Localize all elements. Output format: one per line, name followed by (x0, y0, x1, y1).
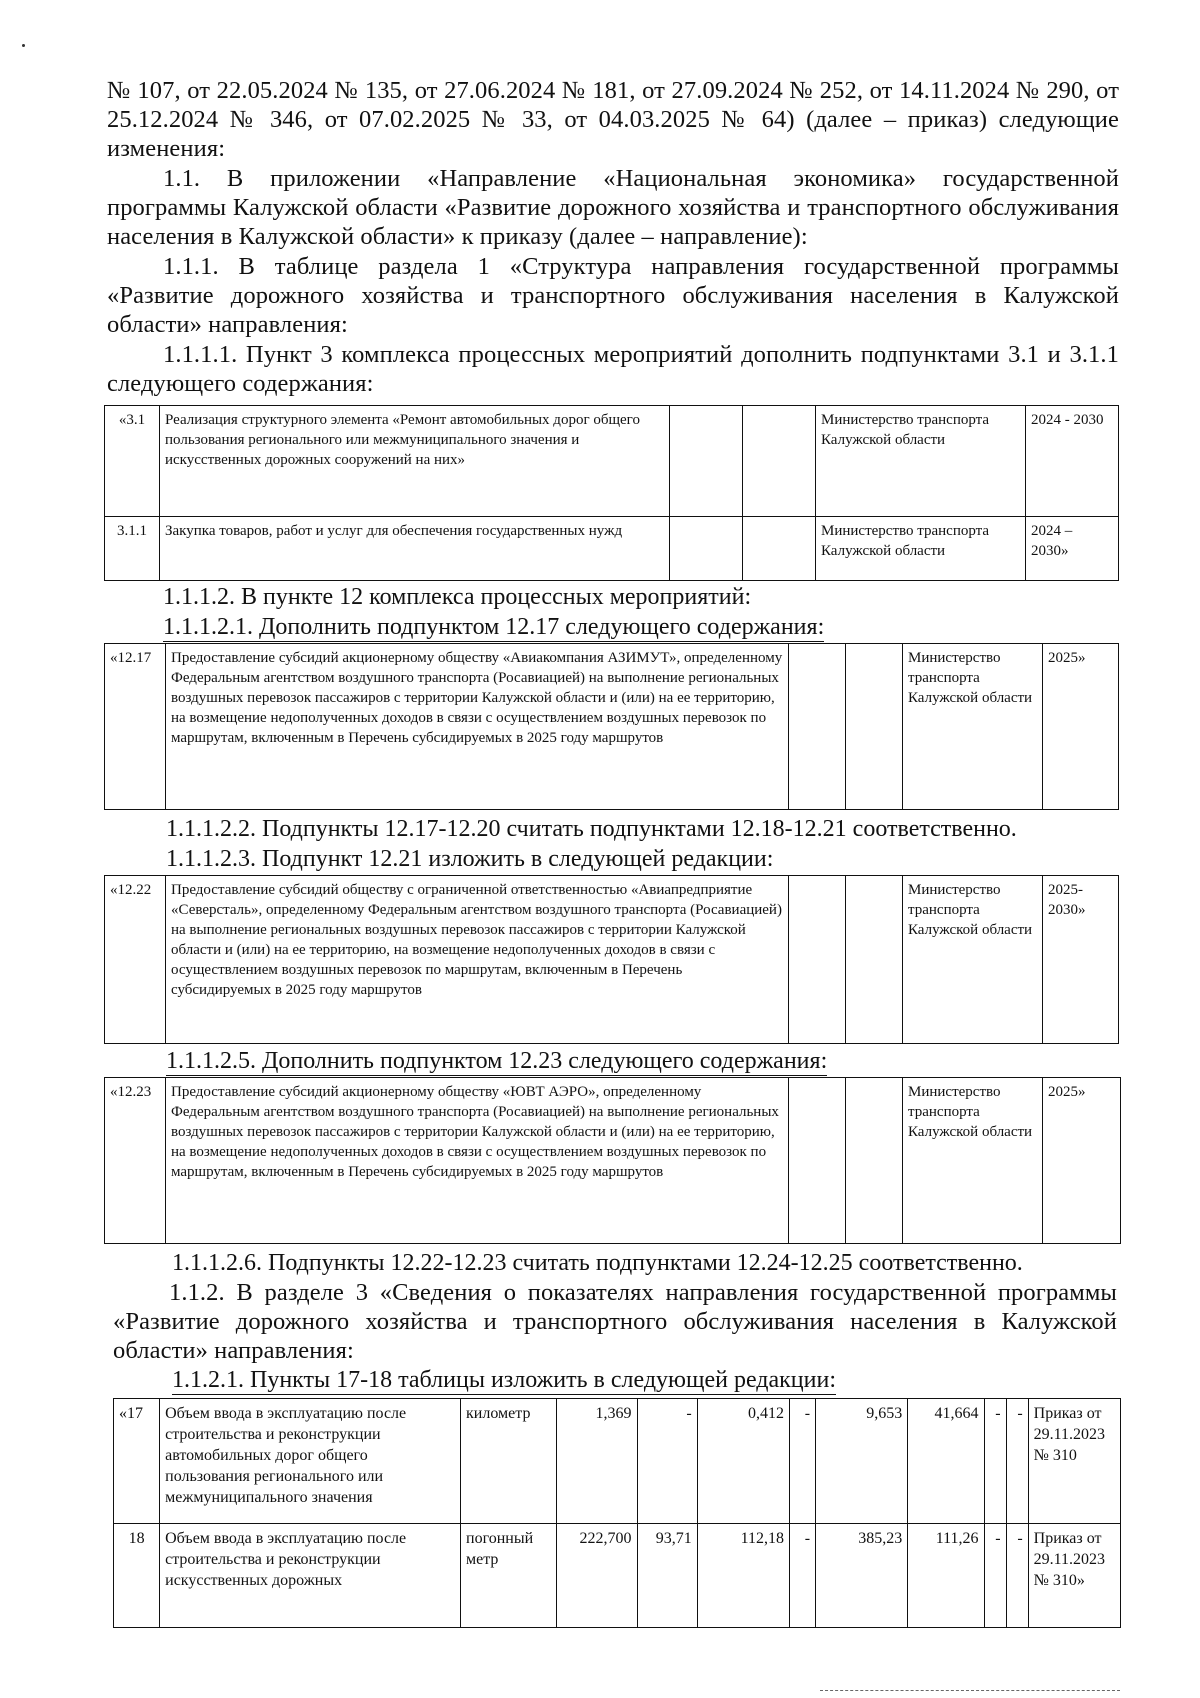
row-text: Закупка товаров, работ и услуг для обеспечения государственных нужд (160, 517, 670, 581)
value-cell: 111,26 (908, 1524, 984, 1628)
paragraph-1-1-1-1: 1.1.1.1. Пункт 3 комплекса процессных мероприятий дополнить подпунктами 3.1 и 3.1.1 следующего содержания: (107, 341, 1119, 397)
empty-cell (789, 1078, 846, 1244)
value-cell: 385,23 (816, 1524, 908, 1628)
empty-cell (789, 644, 846, 810)
heading-1-1-2-1: 1.1.2.1. Пункты 17-18 таблицы изложить в следующей редакции: (172, 1367, 836, 1393)
value-cell: 1,369 (557, 1399, 637, 1524)
empty-cell (743, 517, 816, 581)
table-row (105, 406, 1119, 517)
table-row (105, 517, 1119, 581)
paragraph-1-1-1: 1.1.1. В таблице раздела 1 «Структура направления государственной программы «Развитие дорожного хозяйства и транспортного обслуживания населения в Калужской области» направления: (107, 253, 1119, 338)
paragraph-1-1-2: 1.1.2. В разделе 3 «Сведения о показателях направления государственной программы «Развитие дорожного хозяйства и транспортного обслуживания населения в Калужской области» направления: (113, 1279, 1117, 1364)
value-cell: - (637, 1399, 697, 1524)
empty-cell (743, 406, 816, 517)
measure-table-12-22 (104, 875, 1119, 1044)
row-period: 2025» (1043, 644, 1119, 810)
table-row (114, 1524, 1121, 1628)
document-ref: Приказ от 29.11.2023 № 310 (1028, 1399, 1120, 1524)
value-cell: 222,700 (557, 1524, 637, 1628)
indicators-table (113, 1398, 1121, 1628)
table-row (105, 876, 1119, 1044)
table-row (105, 644, 1119, 810)
footer-divider (820, 1690, 1120, 1691)
row-org: Министерство транспорта Калужской области (903, 876, 1043, 1044)
row-number: «17 (114, 1399, 160, 1524)
row-text: Реализация структурного элемента «Ремонт автомобильных дорог общего пользования регионального или межмуниципального значения и искусственных дорожных сооружений на них» (160, 406, 670, 517)
row-number: «12.17 (105, 644, 166, 810)
unit: погонный метр (461, 1524, 557, 1628)
heading-1-1-1-2-3: 1.1.1.2.3. Подпункт 12.21 изложить в следующей редакции: (166, 846, 774, 872)
heading-1-1-1-2-2: 1.1.1.2.2. Подпункты 12.17-12.20 считать подпунктами 12.18-12.21 соответственно. (166, 816, 1017, 842)
value-cell: 112,18 (697, 1524, 789, 1628)
row-org: Министерство транспорта Калужской области (903, 644, 1043, 810)
measure-table-12-17 (104, 643, 1119, 810)
heading-1-1-1-2-6: 1.1.1.2.6. Подпункты 12.22-12.23 считать подпунктами 12.24-12.25 соответственно. (172, 1250, 1023, 1276)
row-period: 2025- 2030» (1043, 876, 1119, 1044)
empty-cell (789, 876, 846, 1044)
row-number: «12.22 (105, 876, 166, 1044)
value-cell: - (1006, 1524, 1028, 1628)
row-text: Предоставление субсидий обществу с ограниченной ответственностью «Авиапредприятие «Северсталь», определенному Федеральным агентством воздушного транспорта (Росавиацией) на выполнение региональных воздушных перевозок пассажиров с территории Калужской области и (или) на ее территорию, на возмещение недополученных доходов в связи с осуществлением воздушных перевозок по маршрутам, включенным в Перечень субсидируемых в 2025 году маршрутов (166, 876, 789, 1044)
indicator-name: Объем ввода в эксплуатацию после строительства и реконструкции искусственных дорожных (160, 1524, 461, 1628)
table-row (114, 1399, 1121, 1524)
scan-speck (22, 44, 25, 47)
intro-paragraph: № 107, от 22.05.2024 № 135, от 27.06.2024 № 181, от 27.09.2024 № 252, от 14.11.2024 № 290, от 25.12.2024 № 346, от 07.02.2025 № 33, от 04.03.2025 № 64) (далее – приказ) следующие изменения: (107, 77, 1119, 162)
value-cell: - (789, 1399, 815, 1524)
row-number: 18 (114, 1524, 160, 1628)
row-text: Предоставление субсидий акционерному обществу «Авиакомпания АЗИМУТ», определенному Федеральным агентством воздушного транспорта (Росавиацией) на выполнение региональных воздушных перевозок пассажиров с территории Калужской области и (или) на ее территорию, на возмещение недополученных доходов в связи с осуществлением воздушных перевозок по маршрутам, включенным в Перечень субсидируемых в 2025 году маршрутов (166, 644, 789, 810)
value-cell: - (984, 1524, 1006, 1628)
heading-1-1-1-2-1: 1.1.1.2.1. Дополнить подпунктом 12.17 следующего содержания: (163, 614, 825, 640)
empty-cell (846, 644, 903, 810)
value-cell: - (1006, 1399, 1028, 1524)
heading-1-1-1-2: 1.1.1.2. В пункте 12 комплекса процессных мероприятий: (163, 584, 752, 610)
row-number: «3.1 (105, 406, 160, 517)
paragraph-1-1: 1.1. В приложении «Направление «Национальная экономика» государственной программы Калужской области «Развитие дорожного хозяйства и транспортного обслуживания населения в Калужской области» к приказу (далее – направление): (107, 165, 1119, 250)
row-org: Министерство транспорта Калужской области (903, 1078, 1043, 1244)
structure-table (104, 405, 1119, 581)
unit: километр (461, 1399, 557, 1524)
row-org: Министерство транспорта Калужской области (816, 517, 1026, 581)
measure-table-12-23 (104, 1077, 1121, 1244)
table-row (105, 1078, 1121, 1244)
row-number: «12.23 (105, 1078, 166, 1244)
empty-cell (670, 406, 743, 517)
indicator-name: Объем ввода в эксплуатацию после строительства и реконструкции автомобильных дорог общего пользования регионального или межмуниципального значения (160, 1399, 461, 1524)
document-ref: Приказ от 29.11.2023 № 310» (1028, 1524, 1120, 1628)
value-cell: - (789, 1524, 815, 1628)
value-cell: 41,664 (908, 1399, 984, 1524)
row-period: 2024 – 2030» (1026, 517, 1119, 581)
empty-cell (846, 876, 903, 1044)
empty-cell (846, 1078, 903, 1244)
heading-1-1-1-2-5: 1.1.1.2.5. Дополнить подпунктом 12.23 следующего содержания: (166, 1048, 828, 1074)
value-cell: 93,71 (637, 1524, 697, 1628)
empty-cell (670, 517, 743, 581)
row-text: Предоставление субсидий акционерному обществу «ЮВТ АЭРО», определенному Федеральным агентством воздушного транспорта (Росавиацией) на выполнение региональных воздушных перевозок пассажиров с территории Калужской области и (или) на ее территорию, на возмещение недополученных доходов в связи с осуществлением воздушных перевозок по маршрутам, включенным в Перечень субсидируемых в 2025 году маршрутов (166, 1078, 789, 1244)
value-cell: 0,412 (697, 1399, 789, 1524)
row-number: 3.1.1 (105, 517, 160, 581)
row-period: 2024 - 2030 (1026, 406, 1119, 517)
value-cell: - (984, 1399, 1006, 1524)
value-cell: 9,653 (816, 1399, 908, 1524)
row-org: Министерство транспорта Калужской области (816, 406, 1026, 517)
row-period: 2025» (1043, 1078, 1121, 1244)
